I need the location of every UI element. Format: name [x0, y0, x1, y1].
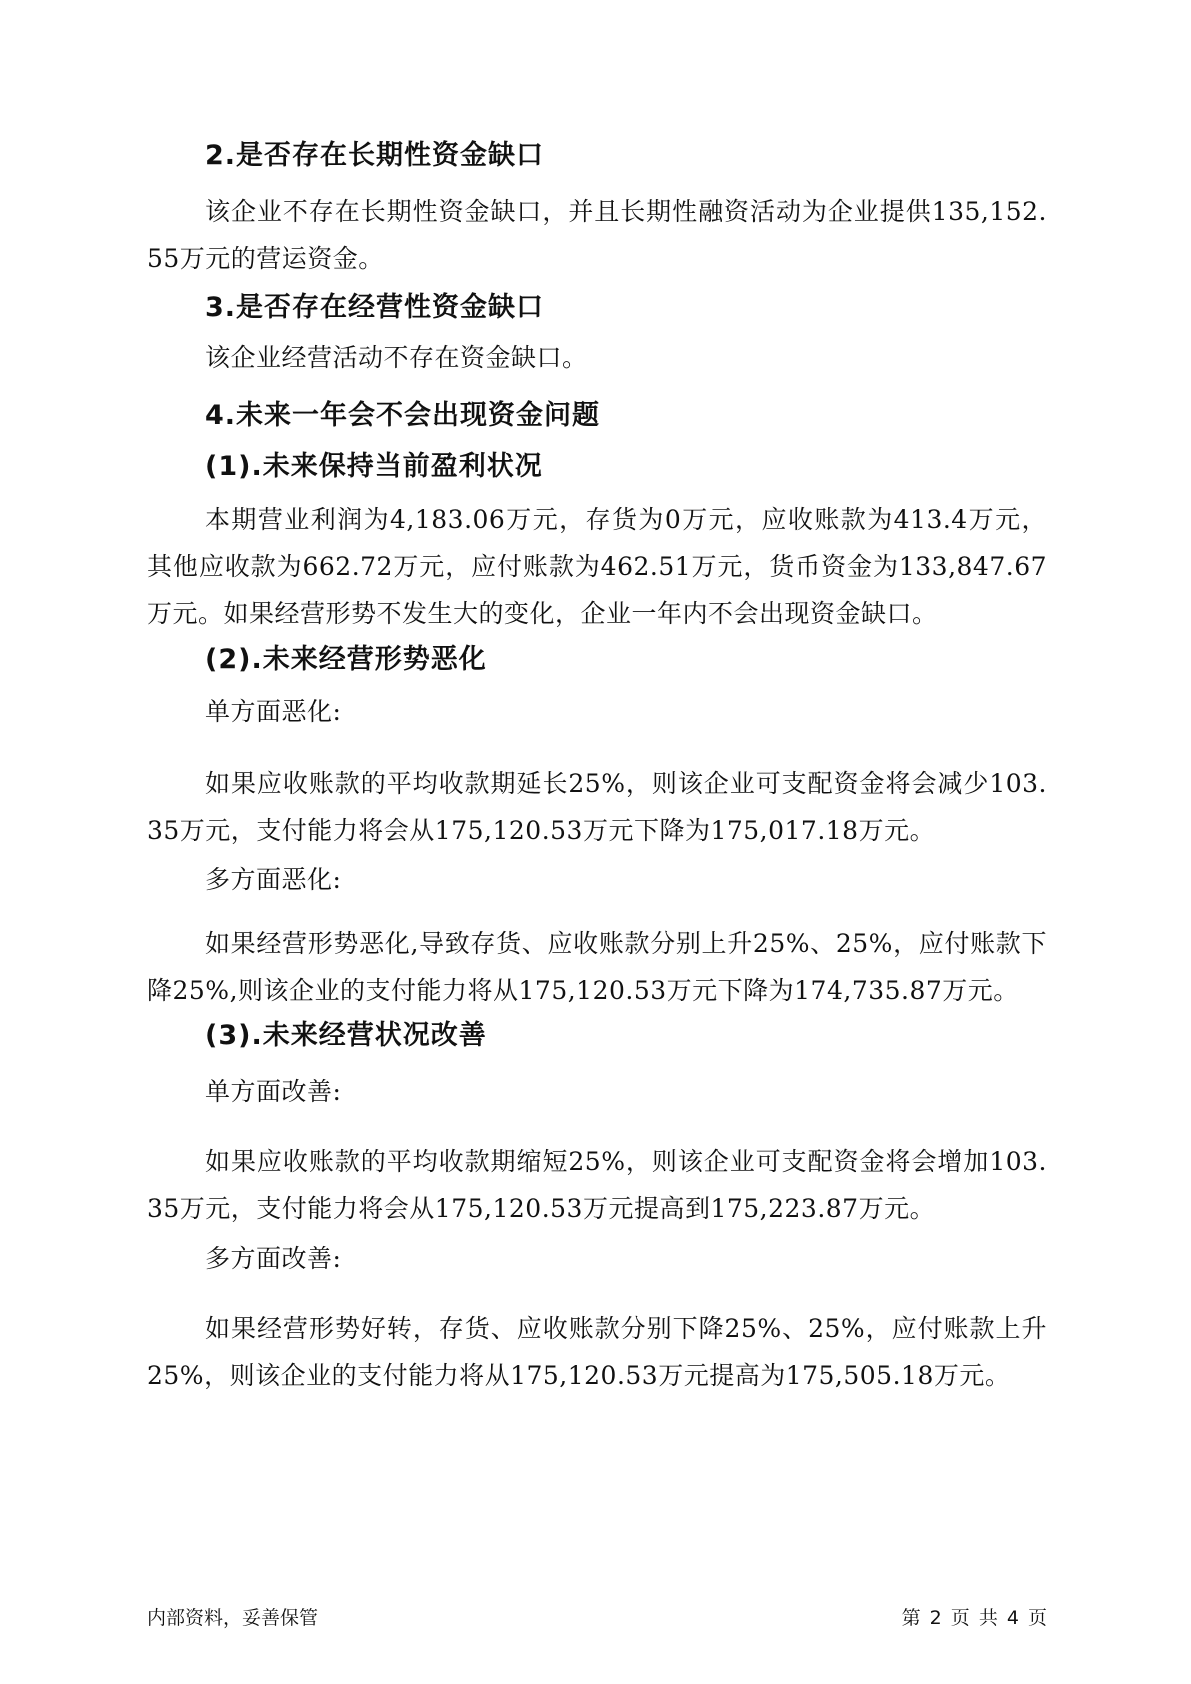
paragraph-long-term-gap: 该企业不存在长期性资金缺口，并且长期性融资活动为企业提供135,152.55万元的营运资金。 — [147, 197, 1047, 273]
paragraph-worsening-single: 如果应收账款的平均收款期延长25%，则该企业可支配资金将会减少103.35万元，支付能力将会从175,120.53万元下降为175,017.18万元。 — [147, 769, 1047, 845]
heading-next-year: 4.未来一年会不会出现资金问题 — [205, 400, 601, 431]
paragraph-improvement-single: 如果应收账款的平均收款期缩短25%，则该企业可支配资金将会增加103.35万元，支付能力将会从175,120.53万元提高到175,223.87万元。 — [147, 1147, 1047, 1223]
heading-improvement: (3).未来经营状况改善 — [205, 1020, 487, 1051]
paragraph-current-profit: 本期营业利润为4,183.06万元，存货为0万元，应收账款为413.4万元，其他应收款为662.72万元，应付账款为462.51万元，货币资金为133,847.67万元。如果经营形势不发生大的变化，企业一年内不会出现资金缺口。 — [147, 505, 1047, 628]
paragraph-operating-gap: 该企业经营活动不存在资金缺口。 — [205, 343, 588, 372]
label-improvement-multi: 多方面改善: — [205, 1244, 342, 1273]
heading-operating-gap: 3.是否存在经营性资金缺口 — [205, 292, 545, 323]
footer-confidential: 内部资料，妥善保管 — [147, 1607, 319, 1629]
heading-long-term-gap: 2.是否存在长期性资金缺口 — [205, 140, 545, 171]
heading-current-profit: (1).未来保持当前盈利状况 — [205, 451, 543, 482]
label-worsening-single: 单方面恶化: — [205, 697, 342, 726]
label-worsening-multi: 多方面恶化: — [205, 865, 342, 894]
paragraph-worsening-multi: 如果经营形势恶化,导致存货、应收账款分别上升25%、25%，应付账款下降25%,则该企业的支付能力将从175,120.53万元下降为174,735.87万元。 — [147, 929, 1047, 1005]
footer-page-number: 第 2 页 共 4 页 — [901, 1607, 1047, 1629]
paragraph-improvement-multi: 如果经营形势好转，存货、应收账款分别下降25%、25%，应付账款上升25%，则该企业的支付能力将从175,120.53万元提高为175,505.18万元。 — [147, 1314, 1047, 1390]
label-improvement-single: 单方面改善: — [205, 1077, 342, 1106]
heading-worsening: (2).未来经营形势恶化 — [205, 644, 487, 675]
